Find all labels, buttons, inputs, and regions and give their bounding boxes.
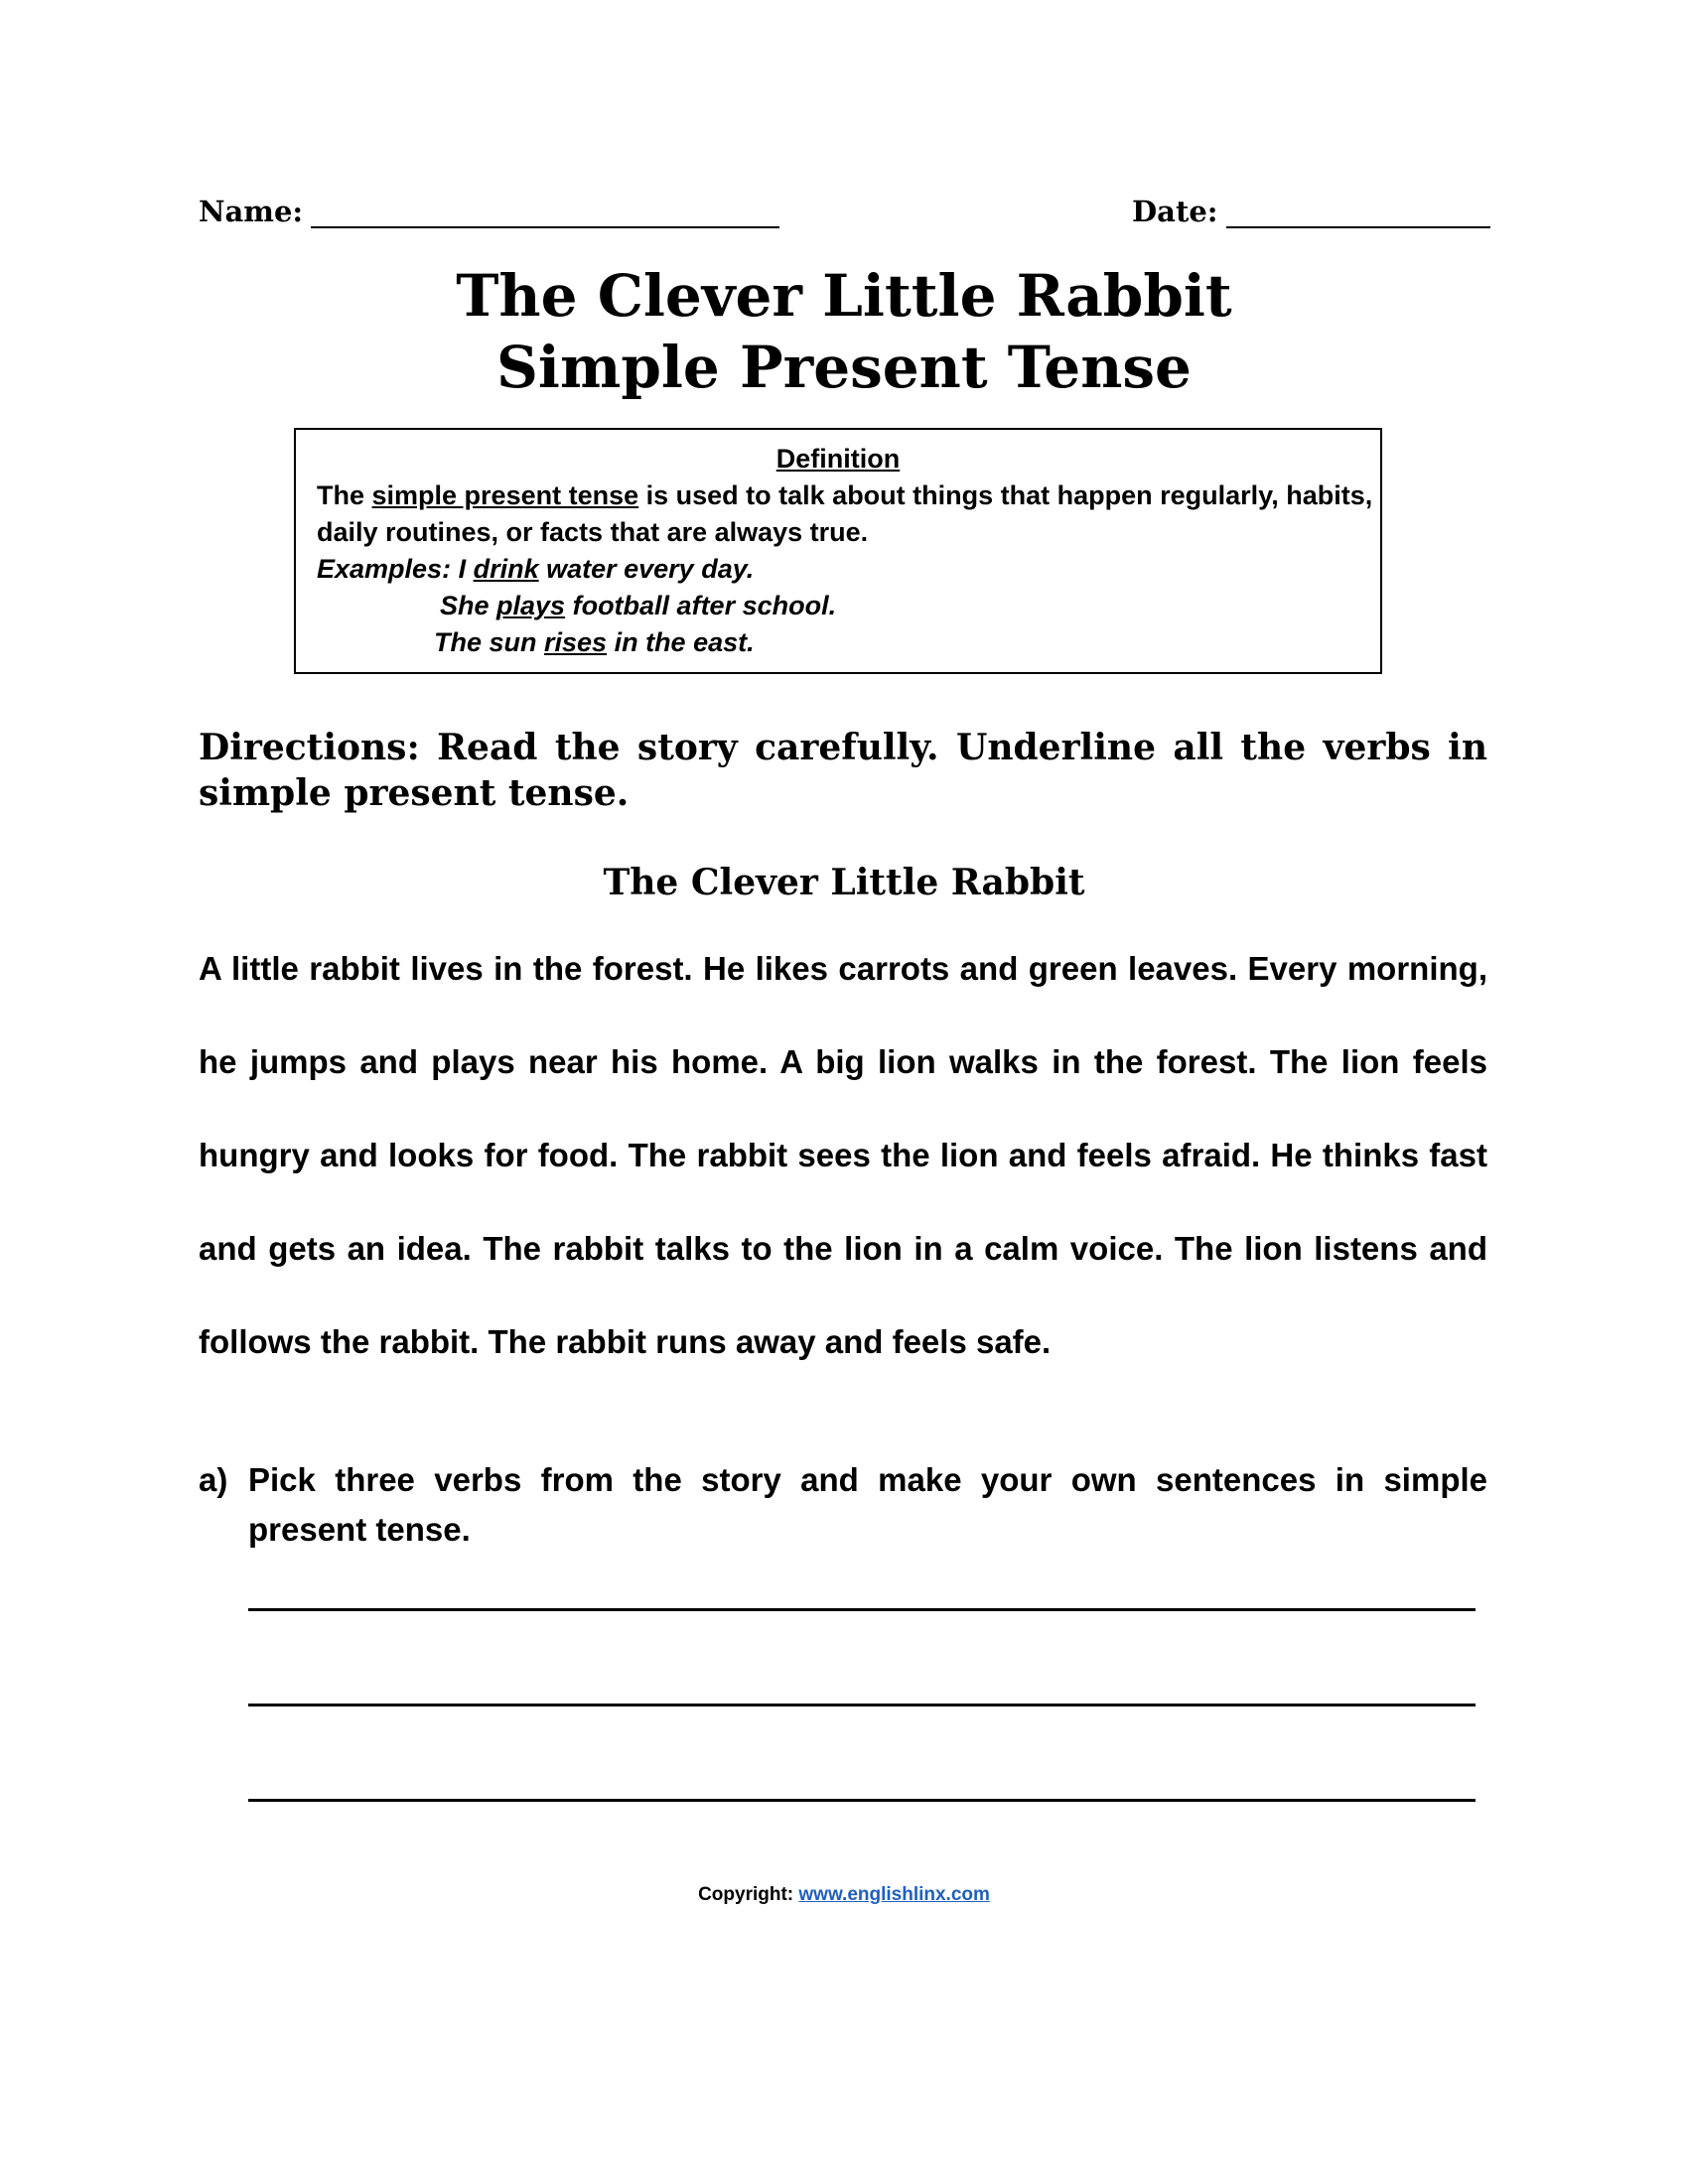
definition-term: simple present tense [371, 480, 639, 510]
story-line: hungry and looks for food. The rabbit sees the lion and feels afraid. He thinks fast [199, 1137, 1487, 1173]
story-line: A little rabbit lives in the forest. He likes carrots and green leaves. Every morning, [199, 950, 1487, 987]
example-verb: rises [544, 627, 608, 657]
date-field[interactable] [1132, 195, 1490, 228]
date-blank-line[interactable] [1226, 199, 1490, 228]
answer-line[interactable] [248, 1608, 1476, 1611]
example-verb: drink [473, 554, 539, 584]
definition-heading: Definition [775, 444, 901, 474]
question-label: a) [199, 1461, 228, 1498]
example-text: football after school. [565, 591, 837, 620]
example-text: water every day. [538, 554, 755, 584]
example-line [434, 627, 755, 658]
worksheet-subtitle: Simple Present Tense [496, 334, 1192, 401]
example-text: in the east. [607, 627, 755, 657]
copyright-footer [0, 1884, 1688, 1906]
answer-line[interactable] [248, 1704, 1476, 1706]
definition-text-line-1 [317, 480, 1372, 511]
definition-box [294, 428, 1382, 674]
definition-text-pre: The [317, 480, 372, 510]
example-text: She [440, 591, 497, 620]
story-line: he jumps and plays near his home. A big lion walks in the forest. The lion feels [199, 1043, 1487, 1080]
definition-text-line-2: daily routines, or facts that are always true. [317, 517, 869, 547]
story-line: follows the rabbit. The rabbit runs away and feels safe. [199, 1323, 1052, 1360]
name-blank-line[interactable] [311, 199, 779, 228]
copyright-label: Copyright: [698, 1884, 794, 1905]
date-label: Date: [1132, 195, 1218, 228]
answer-line[interactable] [248, 1799, 1476, 1802]
example-line [317, 554, 754, 585]
question-text: Pick three verbs from the story and make your own sentences in simple present tense. [248, 1461, 1487, 1548]
story-title: The Clever Little Rabbit [603, 862, 1085, 903]
example-text: Examples: I [317, 554, 474, 584]
name-label: Name: [199, 195, 304, 228]
story-line: and gets an idea. The rabbit talks to the lion in a calm voice. The lion listens and [199, 1230, 1487, 1267]
definition-text-post: is used to talk about things that happen regularly, habits, [638, 480, 1373, 510]
copyright-link[interactable]: www.englishlinx.com [798, 1884, 990, 1905]
example-verb: plays [496, 591, 566, 620]
example-line [440, 591, 836, 621]
worksheet-title: The Clever Little Rabbit [456, 262, 1232, 330]
directions-text: Directions: Read the story carefully. Underline all the verbs in simple present tense. [199, 727, 1487, 814]
example-text: The sun [434, 627, 545, 657]
name-field[interactable] [199, 195, 779, 228]
